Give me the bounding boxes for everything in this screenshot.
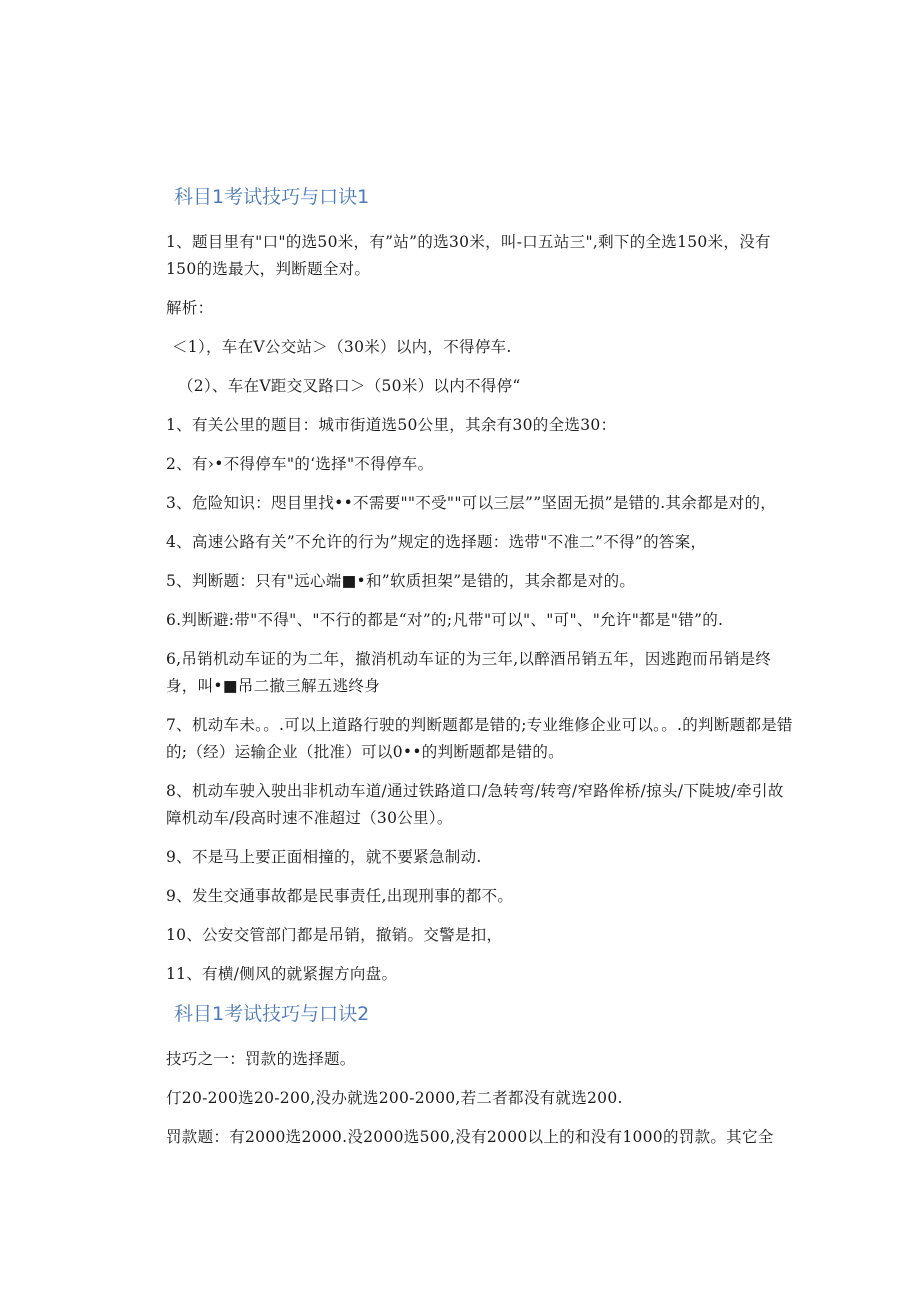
paragraph: 3、危险知识：咫目里找••不需要""不受""可以三层””坚固无损”是错的.其余都是对的， xyxy=(166,494,777,512)
paragraph: 11、有横/侧风的就紧握方向盘。 xyxy=(166,965,398,983)
paragraph: 6,吊销机动车证的为二年，撤消机动车证的为三年,以醉酒吊销五年，因逃跑而吊销是终身，叫•■吊二撤三解五逃终身 xyxy=(166,650,772,695)
paragraph: 2、有›•不得停车"的‘选择"不得停车。 xyxy=(166,455,434,473)
section-2-title: 科目1考试技巧与口诀2 xyxy=(174,1003,370,1025)
document-content xyxy=(166,183,794,1163)
paragraph: 7、机动车未。。.可以上道路行驶的判断题都是错的;专业维修企业可以。。.的判断题都是错的;（经）运输企业（批准）可以0••的判断题都是错的。 xyxy=(166,716,793,761)
paragraph: 解析： xyxy=(166,299,214,317)
section-2 xyxy=(166,1000,794,1151)
paragraph: 10、公安交管部门都是吊销，撤销。交警是扣， xyxy=(166,926,503,944)
paragraph: 9、发生交通事故都是民事责任,出现刑事的都不。 xyxy=(166,887,514,905)
paragraph: 技巧之一：罚款的选择题。 xyxy=(166,1050,356,1068)
paragraph: 罚款题：有2000选2000.没2000选500,没有2000以上的和没有1000的罚款。其它全 xyxy=(166,1128,774,1146)
paragraph: 6.判断避:带"不得"、"不行的都是“对”的;凡带"可以"、"可"、"允许"都是"错”的. xyxy=(166,611,724,629)
paragraph: 4、高速公路有关”不允许的行为”规定的选择题：选带"不准二”不得”的答案， xyxy=(166,533,707,551)
paragraph: 9、不是马上要正面相撞的，就不要紧急制动. xyxy=(166,848,482,866)
paragraph: 1、有关公里的题目：城市街道选50公里，其余有30的全选30： xyxy=(166,416,617,434)
section-1-title: 科目1考试技巧与口诀1 xyxy=(174,186,370,208)
paragraph: ＜1），车在V公交站＞（30米）以内，不得停车. xyxy=(172,338,512,356)
paragraph: 1、题目里有"口"的选50米，有”站”的选30米，叫-口五站三",剩下的全选150米，没有150的选最大，判断题全对。 xyxy=(166,233,771,278)
paragraph: 5、判断题：只有"远心端■•和”软质担架”是错的，其余都是对的。 xyxy=(166,572,636,590)
paragraph: 8、机动车驶入驶出非机动车道/通过铁路道口/急转弯/转弯/窄路侔桥/掠头/下陡坡/牵引故障机动车/段高时速不准超过（30公里）。 xyxy=(166,782,784,827)
paragraph: 仃20-200选20-200,没办就选200-2000,若二者都没有就选200. xyxy=(166,1089,623,1107)
section-1 xyxy=(166,183,794,988)
paragraph: （2）、车在V距交叉路口＞（50米）以内不得停“ xyxy=(178,377,521,395)
